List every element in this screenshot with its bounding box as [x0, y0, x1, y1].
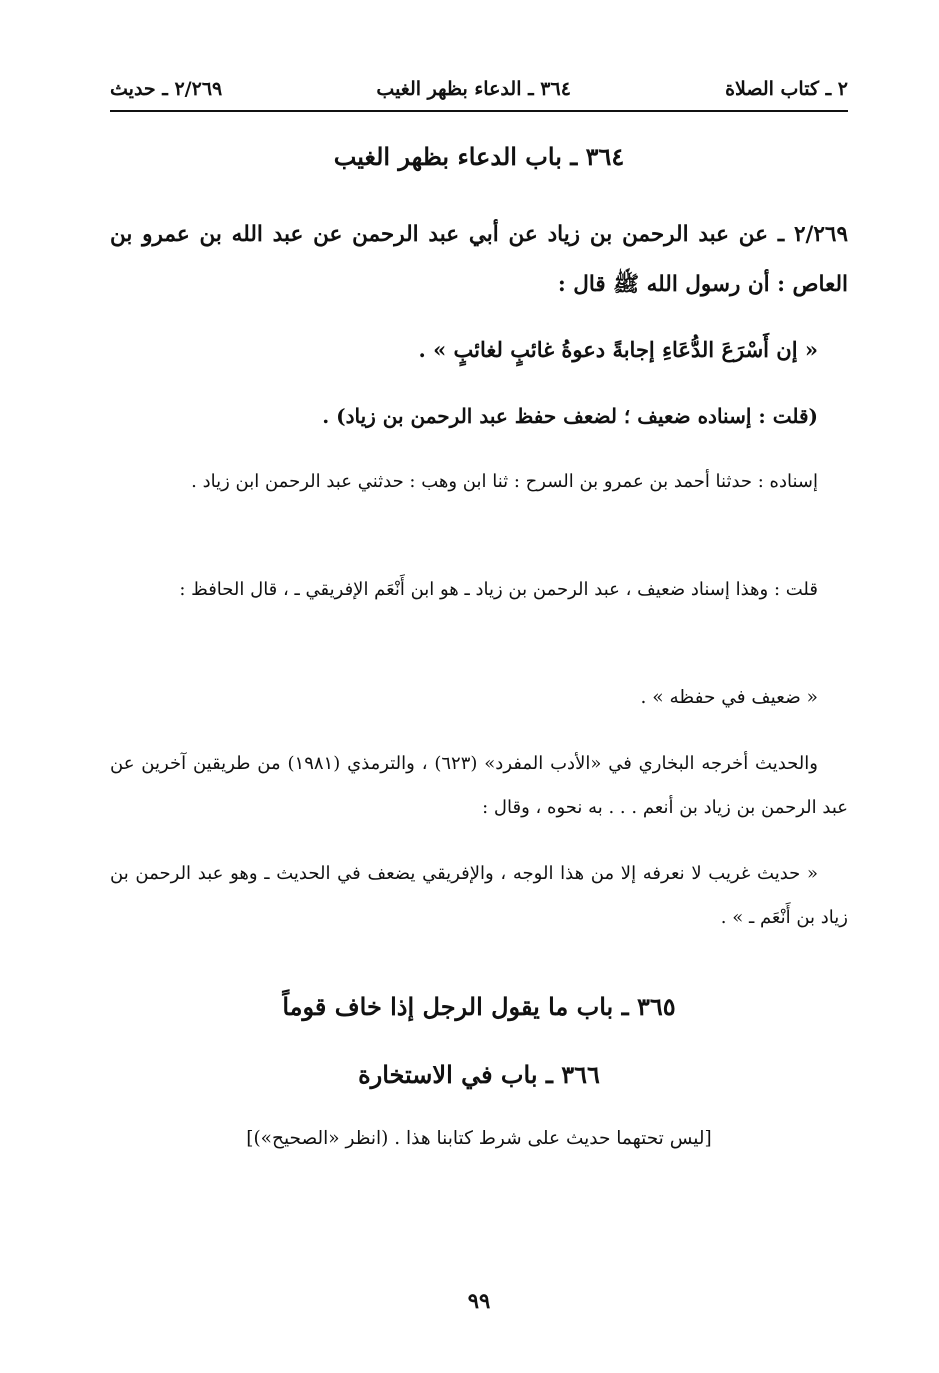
isnad-detail-paragraph: إسناده : حدثنا أحمد بن عمرو بن السرح : ثنا ابن وهب : حدثني عبد الرحمن ابن زياد . [191, 471, 818, 492]
section-365-title: ٣٦٥ ـ باب ما يقول الرجل إذا خاف قوماً [282, 992, 676, 1021]
takhrij-paragraph: والحديث أخرجه البخاري في «الأدب المفرد» (٦٢٣) ، والترمذي (١٩٨١) من طريقين آخرين عن عبد الرحمن بن زياد بن أنعم . . . به نحوه ، وقال : [110, 753, 848, 818]
tirmidhi-quote: « حديث غريب لا نعرفه إلا من هذا الوجه ، والإفريقي يضعف في الحديث ـ وهو عبد الرحمن بن زياد بن أَنْعَم ـ » . [110, 863, 848, 928]
hafiz-quote: « ضعيف في حفظه » . [640, 687, 818, 708]
grading-paragraph: قلت : وهذا إسناد ضعيف ، عبد الرحمن بن زياد ـ هو ابن أَنْعَم الإفريقي ـ ، قال الحافظ : [179, 579, 818, 600]
header-hadith-reference: ٢/٢٦٩ ـ حديث [110, 78, 223, 100]
hadith-isnad: ٢/٢٦٩ ـ عن عبد الرحمن بن زياد عن أبي عبد الرحمن عن عبد الله بن عمرو بن العاص : أن رسول الله ﷺ قال : [110, 222, 848, 297]
running-header [110, 72, 848, 106]
header-divider [110, 110, 848, 112]
page-number: ٩٩ [467, 1288, 491, 1313]
header-chapter-title: ٣٦٤ ـ الدعاء بظهر الغيب [376, 78, 571, 100]
book-page [110, 0, 848, 1373]
closing-note: [ليس تحتهما حديث على شرط كتابنا هذا . (انظر «الصحيح»)] [246, 1128, 712, 1149]
section-364-title: ٣٦٤ ـ باب الدعاء بظهر الغيب [333, 142, 625, 171]
hadith-matn: « إن أَسْرَعَ الدُّعَاءِ إجابةً دعوةُ غائبٍ لغائبٍ » . [418, 337, 818, 362]
hadith-verdict: (قلت : إسناده ضعيف ؛ لضعف حفظ عبد الرحمن بن زياد) . [322, 404, 818, 428]
section-366-title: ٣٦٦ ـ باب في الاستخارة [358, 1060, 600, 1089]
header-book-title: ٢ ـ كتاب الصلاة [725, 78, 848, 100]
